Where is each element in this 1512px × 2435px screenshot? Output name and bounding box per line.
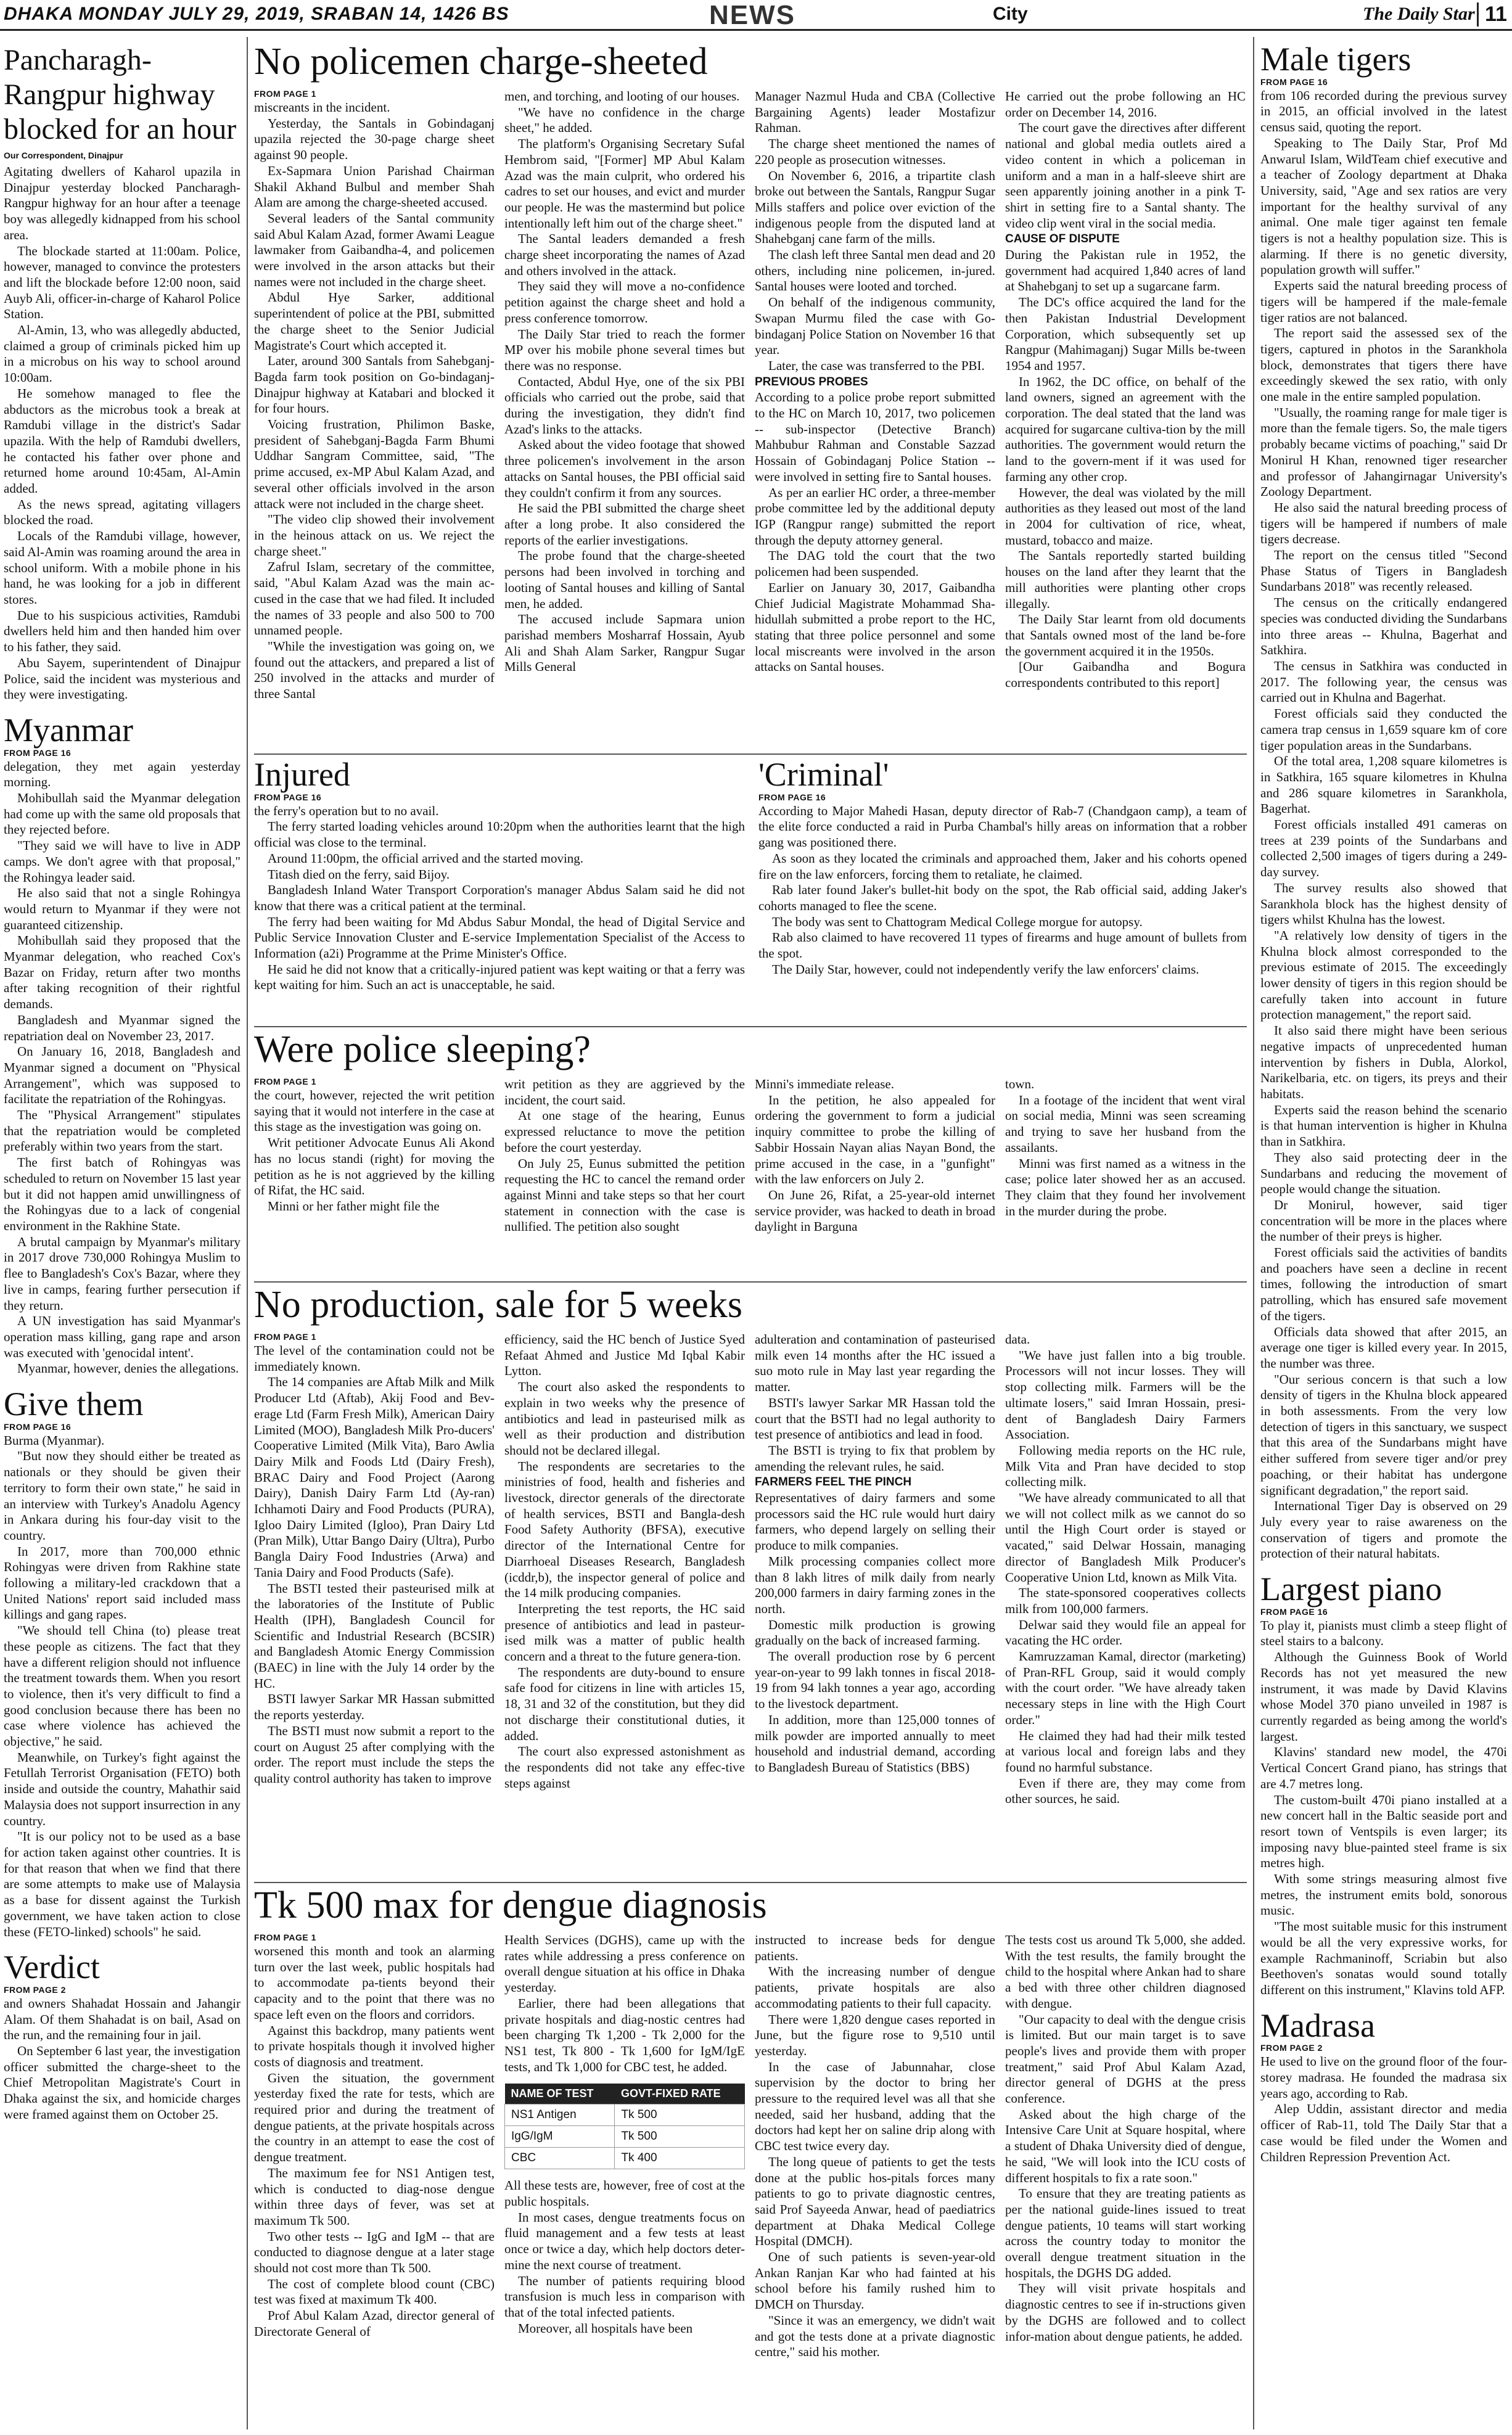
- paragraph: They said they will move a no-confidence petition against the charge sheet and hold a press conference tomorrow.: [504, 279, 745, 326]
- from-page-label: FROM PAGE 16: [1260, 1606, 1328, 1617]
- paragraph: Minni or her father might file the: [268, 1198, 440, 1213]
- subhead-cause-of-dispute: CAUSE OF DISPUTE: [1005, 232, 1120, 246]
- charge-col-3b-text: [755, 390, 995, 675]
- paragraph: The cost of complete blood count (CBC) test was fixed at maximum Tk 400.: [254, 2276, 495, 2307]
- paragraph: The first batch of Rohingyas was scheduled to return on November 15 last year but it did not happen amid unwillingness of the Rohingyas due to a lack of congenial environment in the Rakhine State.: [4, 1155, 240, 1233]
- sleeping-col-3-text: [755, 1077, 995, 1235]
- paragraph: International Tiger Day is observed on 29 July every year to raise awareness on the conservation of tigers and promote the protection of their natural habitats.: [1260, 1498, 1507, 1561]
- paragraph: "We have already communicated to all that we will not collect milk as we cannot do so until the High Court order is stayed or vacated," said Delwar Hossain, managing director of Bangladesh Milk Producer's Cooperative Union Ltd, known as Milk Vita.: [1005, 1490, 1246, 1585]
- paragraph: The court also asked the respondents to explain in two weeks why the presence of antibiotics and lead in pasteurised milk as well as their production and distribution should not be declared illegal.: [504, 1379, 745, 1458]
- noprod-col-2-text: [504, 1332, 745, 1791]
- dengue-rate-table: [504, 2084, 745, 2169]
- article-charge-sheet: [254, 42, 1247, 765]
- paragraph: efficiency, said the HC bench of Justice Syed Refaat Ahmed and Justice Md Iqbal Kabir Lytton.: [504, 1332, 745, 1379]
- horizontal-rule: [254, 1281, 1247, 1283]
- paragraph: The survey results also showed that Sarankhola block has the highest density of tigers whilst Khulna has the lowest.: [1260, 880, 1507, 927]
- noprod-col-4: [1005, 1332, 1246, 1877]
- paragraph: A brutal campaign by Myanmar's military in 2017 drove 730,000 Rohingya Muslim to flee to Bangladesh's Cox's Bazar, where they live in camps, fearing further persecution if they return.: [4, 1234, 240, 1313]
- paragraph: According to a police probe report submitted to the HC on March 10, 2017, two policemen -- sub-inspector (Detective Branch) Mahbubur Rahman and Constable Sazzad Hossain of Gobindaganj Police Station -- were involved in setting fire to Santal houses.: [755, 390, 995, 484]
- from-page-label: FROM PAGE 1: [254, 1332, 316, 1342]
- paragraph: Minni was first named as a witness in the case; police later showed her as an accused. They claim that they found her involvement in the murder during the probe.: [1005, 1156, 1246, 1218]
- paragraph: As the news spread, agitating villagers blocked the road.: [4, 496, 240, 528]
- paragraph: the ferry's operation but to no avail.: [254, 803, 439, 818]
- paragraph: Bangladesh and Myanmar signed the repatriation deal on November 23, 2017.: [4, 1012, 240, 1043]
- paragraph: The respondents are secretaries to the ministries of food, health and fisheries and livestock, director generals of the directorate of health services, BSTI and Bangla-desh Food Safety Authority (BFSA), executive director of the International Centre for Diarrhoeal Diseases Research, Bangladesh (icddr,b), the inspector general of police and the 14 milk producing companies.: [504, 1458, 745, 1601]
- paragraph: There were 1,820 dengue cases reported in June, but the figure rose to 9,510 until yesterday.: [755, 2011, 995, 2058]
- sleeping-col-1: [254, 1077, 495, 1276]
- paragraph: "They said we will have to live in ADP camps. We don't agree with that proposal," the Rohingya leader said.: [4, 838, 240, 885]
- paragraph: They will visit private hospitals and diagnostic centres to see if in-structions given by the DGHS are followed and to collect infor-mation about dengue patients, he added.: [1005, 2281, 1246, 2344]
- page-number: 11: [1477, 2, 1507, 27]
- paragraph: "The video clip showed their involvement in the heinous attack on us. We reject the charge sheet.": [254, 512, 495, 559]
- paragraph: He said he did not know that a critically-injured patient was kept waiting or that a ferry was kept waiting for him. Such an act is unacceptable, he said.: [254, 961, 745, 993]
- paragraph: Experts said the reason behind the scenario is that human intervention is higher in Khulna than in Satkhira.: [1260, 1102, 1507, 1149]
- dengue-col-1: [254, 1932, 495, 2433]
- paragraph: Ex-Sapmara Union Parishad Chairman Shakil Akhand Bulbul and member Shah Alam are among the charge-sheeted accused.: [254, 163, 495, 210]
- column-rule-left: [247, 37, 248, 2429]
- paragraph: writ petition as they are aggrieved by the incident, the court said.: [504, 1077, 745, 1107]
- paragraph: As soon as they located the criminals and approached them, Jaker and his cohorts opened fire on the law enforcers, forcing them to retaliate, he claimed.: [758, 850, 1247, 882]
- from-page-label: FROM PAGE 1: [254, 1932, 316, 1942]
- paragraph: The 14 companies are Aftab Milk and Milk Producer Ltd (Aftab), Akij Food and Bev-erage Ltd (Farm Fresh Milk), American Dairy Limited (MOO), Bangladesh Milk Pro-ducers' Cooperative Limited (Milk Vita), Baro Awlia Dairy Milk and Foods Ltd (Dairy Fresh), BRAC Dairy and Food Project (Aarong Dairy), Danish Dairy Farm Ltd (Ay-ran) Ichhamoti Dairy and Food Products (PURA), Igloo Dairy Limited (Igloo), Pran Dairy Ltd (Pran Milk), Uttar Bango Dairy (Ultra), Purbo Bangla Dairy Food Industries (Arwa) and Tania Dairy and Food Products (Safe).: [254, 1374, 495, 1580]
- subsection-label: City: [993, 4, 1028, 24]
- noprod-col-1: [254, 1332, 495, 1877]
- from-page-label: FROM PAGE 16: [758, 792, 826, 802]
- headline-madrasa: Madrasa: [1260, 2006, 1375, 2044]
- paragraph: The ferry had been waiting for Md Abdus Sabur Mondal, the head of Digital Service and Public Service Innovation Cluster and E-service Implementation Specialist of the Access to Information (a2i) Programme at the Prime Minister's Office.: [254, 914, 745, 961]
- horizontal-rule: [254, 1882, 1247, 1883]
- dengue-col-2: [504, 1932, 745, 2433]
- body-myanmar: [4, 759, 240, 1377]
- paragraph: In 2017, more than 700,000 ethnic Rohingyas were driven from Rakhine state following a military-led crackdown that a United Nations' report said included mass killings and gang rapes.: [4, 1543, 240, 1622]
- headline-verdict: Verdict: [4, 1948, 100, 1986]
- paragraph: A UN investigation has said Myanmar's operation mass killing, gang rape and arson was executed with 'genocidal intent'.: [4, 1313, 240, 1360]
- paragraph: It also said there might have been serious negative impacts of unprecedented human intervention by fishers in Dubla, Alorkol, Narikelbaria, etc. on tigers, its preys and their habitats.: [1260, 1023, 1507, 1101]
- paragraph: Bangladesh Inland Water Transport Corporation's manager Abdus Salam said he did not know that there was a critical patient at the terminal.: [254, 882, 745, 913]
- paragraph: On July 25, Eunus submitted the petition requesting the HC to cancel the remand order against Minni and take steps so that her court statement in connection with the case is nullified. The petition also sought: [504, 1156, 745, 1234]
- paragraph: He said the PBI submitted the charge sheet after a long probe. It also considered the reports of the earlier investigations.: [504, 501, 745, 548]
- dengue-col-3: [755, 1932, 995, 2433]
- noprod-col-1-text: [254, 1343, 495, 1787]
- paragraph: "Usually, the roaming range for male tiger is more than the female tigers. So, the male tigers probably became victims of poaching," said Dr Monirul H Khan, renowned tiger researcher and professor of Jahangirnagar University's Zoology Department.: [1260, 404, 1507, 499]
- paragraph: Contacted, Abdul Hye, one of the six PBI officials who carried out the probe, said that during the investigation, they didn't find Azad's links to the attacks.: [504, 374, 745, 437]
- charge-col-4: [1005, 89, 1246, 765]
- article-myanmar: [4, 713, 240, 1377]
- paragraph: To play it, pianists must climb a steep flight of steel stairs to a balcony.: [1260, 1617, 1507, 1649]
- paragraph: Forest officials installed 491 cameras on trees at 239 points of the Sundarbans and collected 2,500 images of tigers during a 249-day survey.: [1260, 817, 1507, 880]
- paragraph: worsened this month and took an alarming turn over the last week, public hospitals had to accommodate pa-tients beyond their capacity and to the point that there was no space left even on the floors and corridors.: [254, 1944, 495, 2022]
- paragraph: "We have no confidence in the charge sheet," he added.: [504, 104, 745, 136]
- paragraph: "A relatively low density of tigers in the Khulna block almost corresponded to the previous estimate of 2015. The exceedingly lower density of tigers in this region should be carefully taken into account in future protection management," the report said.: [1260, 927, 1507, 1022]
- table-row: [505, 2126, 745, 2148]
- from-page-label: FROM PAGE 16: [4, 747, 72, 758]
- paragraph: The BSTI is trying to fix that problem by amending the relevant rules, he said.: [755, 1442, 995, 1474]
- paragraph: Health Services (DGHS), came up with the rates while addressing a press conference on overall dengue situation at his office in Dhaka yesterday.: [504, 1932, 745, 1995]
- from-page-label: FROM PAGE 2: [4, 1984, 66, 1995]
- paragraph: "The most suitable music for this instrument would be all the very expressive works, for example Rachmaninoff, Scriabin but also Beethoven's sonatas would sound totally different on this instrument," Klavins told AFP.: [1260, 1919, 1507, 1997]
- horizontal-rule: [254, 753, 1247, 755]
- paragraph: Al-Amin, 13, who was allegedly abducted, claimed a group of criminals picked him up in a microbus on his way to school around 10:00am.: [4, 322, 240, 385]
- paragraph: However, the deal was violated by the mill authorities as they leased out most of the land in 2004 for cultivation of rice, wheat, mustard, tobacco and maize.: [1005, 485, 1246, 548]
- article-dengue: [254, 1886, 1247, 2433]
- column-rule-right: [1253, 37, 1254, 2429]
- paragraph: "Our capacity to deal with the dengue crisis is limited. But our main target is to save people's lives and provide them with proper treatment," said Prof Abul Kalam Azad, director general of DGHS at the press conference.: [1005, 2011, 1246, 2106]
- paragraph: The custom-built 470i piano installed at a new concert hall in the Baltic seaside port and resort town of Ventspils is even larger; its imposing navy blue-painted steel frame is six metres high.: [1260, 1792, 1507, 1871]
- paragraph: The probe found that the charge-sheeted persons had been involved in torching and looting of Santal houses and killing of Santal men, he added.: [504, 548, 745, 611]
- table-row: [505, 2148, 745, 2169]
- paragraph: Following media reports on the HC rule, Milk Vita and Pran have decided to stop collecting milk.: [1005, 1442, 1246, 1490]
- headline-criminal: 'Criminal': [758, 757, 889, 793]
- paragraph: He claimed they had had their milk tested at various local and foreign labs and they found no harmful substance.: [1005, 1728, 1246, 1775]
- paragraph: The census in Satkhira was conducted in 2017. The following year, the census was carried out in Khulna and Bagerhat.: [1260, 659, 1507, 705]
- subhead-farmers-pinch: FARMERS FEEL THE PINCH: [755, 1476, 912, 1489]
- paragraph: The "Physical Arrangement" stipulates that the repatriation would be completed preferably within two years from the start.: [4, 1107, 240, 1154]
- paragraph: Prof Abul Kalam Azad, director general of Directorate General of: [254, 2308, 495, 2339]
- noprod-col-3: [755, 1332, 995, 1877]
- article-male-tigers: [1260, 42, 1507, 1562]
- paragraph: Mohibullah said the Myanmar delegation had come up with the same old proposals that they rejected before.: [4, 790, 240, 837]
- charge-col-1-text: [254, 100, 495, 702]
- paragraph: To ensure that they are treating patients as per the national guide-lines issued to treat dengue patients, 10 teams will start working across the country today to monitor the overall dengue treatment situation in the hospitals, the DGHS DG added.: [1005, 2186, 1246, 2280]
- paragraph: Titash died on the ferry, said Bijoy.: [268, 866, 450, 882]
- sleeping-col-1-text: [254, 1088, 495, 1215]
- right-column: [1260, 42, 1507, 2433]
- paragraph: The BSTI tested their pasteurised milk at the laboratories of the Institute of Public Health (IPH), Bangladesh Council for Scientific and Industrial Research (BCSIR) and Bangladesh Atomic Energy Commission (BAEC) in line with the July 14 order by the HC.: [254, 1580, 495, 1691]
- section-label: NEWS: [709, 0, 795, 30]
- paragraph: Yesterday, the Santals in Gobindaganj upazila rejected the 30-page charge sheet against 90 people.: [254, 115, 495, 163]
- from-page-label: FROM PAGE 16: [1260, 76, 1328, 87]
- noprod-col-4-text: [1005, 1332, 1246, 1807]
- paragraph: Against this backdrop, many patients went to private hospitals though it involved higher costs of diagnosis and treatment.: [254, 2022, 495, 2069]
- paragraph: Kamruzzaman Kamal, director (marketing) of Pran-RFL Group, said it would comply with the court order. "We have already taken necessary steps in line with the High Court order.": [1005, 1649, 1246, 1727]
- paragraph: As per an earlier HC order, a three-member probe committee led by the additional deputy IGP (Rangpur range) submitted the report through the deputy attorney general.: [755, 485, 995, 548]
- paragraph: They also said protecting deer in the Sundarbans and reducing the movement of people would change the situation.: [1260, 1149, 1507, 1197]
- paragraph: He carried out the probe following an HC order on December 14, 2016.: [1005, 89, 1246, 120]
- paragraph: The accused include Sapmara union parishad members Mosharraf Hossain, Ayub Ali and Shah Alam Sarker, Rangpur Sugar Mills General: [504, 612, 745, 675]
- headline-police-sleeping: Were police sleeping?: [254, 1030, 591, 1070]
- paragraph: men, and torching, and looting of our houses.: [504, 89, 740, 104]
- paragraph: Zafrul Islam, secretary of the committee, said, "Abul Kalam Azad was the main ac-cused in the case that we had filed. It included the names of 33 people and also 500 to 700 unnamed people.: [254, 559, 495, 638]
- paragraph: With some strings measuring almost five metres, the instrument emits bold, sonorous music.: [1260, 1871, 1507, 1918]
- paragraph: "Our serious concern is that such a low density of tigers in the Khulna block appeared in both assessments. From the very low detection of tigers in this sanctuary, we suspect that this area of the Sundarbans might have either suffered from severe tiger and/or prey poaching, or their habitat has undergone significant degradation," the report said.: [1260, 1371, 1507, 1498]
- paragraph: On September 6 last year, the investigation officer submitted the charge-sheet to the Chief Metropolitan Magistrate's Court in Dhaka against the six, and homicide charges were framed against them on October 25.: [4, 2043, 240, 2122]
- sleeping-col-2-text: [504, 1077, 745, 1235]
- headline-largest-piano: Largest piano: [1260, 1571, 1442, 1608]
- body-give-them: [4, 1433, 240, 1940]
- paragraph: Abu Sayem, superintendent of Dinajpur Police, said the incident was mysterious and they were investigating.: [4, 655, 240, 702]
- paragraph: "It is our policy not to be used as a base for action taken against other countries. It is for that reason that when we find that there are some attempts to make use of Malaysia as a base for dissent against the Turkish government, we have taken action to close these (FETO-linked) schools" he said.: [4, 1829, 240, 1939]
- byline-pancharagh: Our Correspondent, Dinajpur: [4, 150, 123, 160]
- charge-col-2-text: [504, 89, 745, 675]
- paragraph: The census on the critically endangered species was conducted dividing the Sundarbans into three areas -- Khulna, Bagerhat and Satkhira.: [1260, 595, 1507, 658]
- body-madrasa: [1260, 2054, 1507, 2165]
- sleeping-col-4-text: [1005, 1077, 1246, 1219]
- dengue-col-3-text: [755, 1932, 995, 2360]
- paragraph: The charge sheet mentioned the names of 220 people as prosecution witnesses.: [755, 136, 995, 167]
- article-madrasa: [1260, 2008, 1507, 2166]
- paragraph: Mohibullah said they proposed that the Myanmar delegation, who reached Cox's Bazar on Friday, return after two months after taking recognition of their rightful demands.: [4, 933, 240, 1012]
- paragraph: Agitating dwellers of Kaharol upazila in Dinajpur yesterday blocked Pancharagh-Rangpur highway for an hour after a teenage boy was allegedly kidnapped from his school area.: [4, 164, 240, 242]
- paragraph: The maximum fee for NS1 Antigen test, which is conducted to diag-nose dengue within three days of fever, was set at maximum Tk 500.: [254, 2165, 495, 2228]
- from-page-label: FROM PAGE 1: [254, 1077, 316, 1086]
- article-verdict: [4, 1950, 240, 2122]
- paragraph: The Daily Star, however, could not independently verify the law enforcers' claims.: [772, 961, 1199, 977]
- from-page-label: FROM PAGE 2: [1260, 2043, 1323, 2053]
- paragraph: Abdul Hye Sarker, additional superintendent of police at the PBI, submitted the charge sheet to the Senior Judicial Magistrate's Court which accepted it.: [254, 290, 495, 353]
- paragraph: Delwar said they would file an appeal for vacating the HC order.: [1005, 1617, 1246, 1648]
- headline-dengue: Tk 500 max for dengue diagnosis: [254, 1886, 767, 1926]
- paragraph: "But now they should either be treated as nationals or they should be given their territory to form their own state," he said in an interview with Turkey's Anadolu Agency in Ankara during his four-day visit to the country.: [4, 1448, 240, 1543]
- paragraph: Rab later found Jaker's bullet-hit body on the spot, the Rab official said, adding Jaker's cohorts managed to flee the scene.: [758, 882, 1247, 913]
- paragraph: In most cases, dengue treatments focus on fluid management and a few tests at least once or twice a day, which help doctors deter-mine the next course of treatment.: [504, 2209, 745, 2272]
- paragraph: Moreover, all hospitals have been: [518, 2320, 693, 2336]
- paragraph: from 106 recorded during the previous survey in 2015, an official involved in the latest census said, quoting the report.: [1260, 88, 1507, 135]
- noprod-col-3-text: [755, 1332, 995, 1474]
- paragraph: On November 6, 2016, a tripartite clash broke out between the Santals, Rangpur Sugar Mills staffers and police over eviction of the indigenous people from the disputed land at Shahebganj cane farm of the mills.: [755, 168, 995, 247]
- headline-pancharagh: Pancharagh-Rangpur highway blocked for an hour: [4, 44, 237, 146]
- paragraph: Even if there are, they may come from other sources, he said.: [1005, 1775, 1246, 1807]
- paragraph: Milk processing companies collect more than 8 lakh litres of milk daily from nearly 200,000 farmers in dairy farming zones in the north.: [755, 1553, 995, 1616]
- paragraph: Experts said the natural breeding process of tigers will be hampered if the male-female tiger ratios are not balanced.: [1260, 278, 1507, 325]
- paragraph: Several leaders of the Santal community said Abul Kalam Azad, former Awami League lawmaker from Gaibandha-4, and policemen were involved in the arson attacks but their names were not included in the charge sheet.: [254, 210, 495, 289]
- paragraph: The report said the assessed sex of the tigers, captured in photos in the Sarankhola block, demonstrates that tigers there have exceedingly skewed the sex ratio, with only one male in the entire sampled population.: [1260, 326, 1507, 404]
- paragraph: and owners Shahadat Hossain and Jahangir Alam. Of them Shahadat is on bail, Asad on the run, and the remaining four in jail.: [4, 1995, 240, 2043]
- paragraph: Writ petitioner Advocate Eunus Ali Akond has no locus standi (right) for moving the petition as he is not aggrieved by the killing of Rifat, the HC said.: [254, 1135, 495, 1198]
- charge-col-1: [254, 89, 495, 765]
- paragraph: The DC's office acquired the land for the then Pakistan Industrial Development Corporation, which subsequently set up Rangpur (Mahimaganj) Sugar Mills be-tween 1954 and 1957.: [1005, 295, 1246, 373]
- page-header: [0, 0, 1512, 31]
- paragraph: He used to live on the ground floor of the four-storey madrasa. He founded the madrasa six years ago, according to Rab.: [1260, 2054, 1507, 2101]
- headline-male-tigers: Male tigers: [1260, 42, 1411, 78]
- body-verdict: [4, 1996, 240, 2123]
- paragraph: Interpreting the test reports, the HC said presence of antibiotics and lead in pasteur-ised milk was a matter of public health concern and a threat to the future genera-tion.: [504, 1601, 745, 1664]
- paragraph: Around 11:00pm, the official arrived and the started moving.: [268, 850, 584, 866]
- paragraph: Representatives of dairy farmers and some processors said the HC rule would hurt dairy farmers, who depend largely on selling their produce to milk companies.: [755, 1490, 995, 1553]
- masthead-logo: The Daily Star: [1363, 4, 1475, 24]
- article-police-sleeping: [254, 1030, 1247, 1276]
- table-header-row: [505, 2084, 745, 2104]
- paragraph: the court, however, rejected the writ petition saying that it would not interfere in the case at this stage as the investigation was going on.: [254, 1088, 495, 1135]
- from-page-label: FROM PAGE 1: [254, 89, 316, 99]
- paragraph: He also said the natural breeding process of tigers will be hampered if numbers of male tigers decrease.: [1260, 499, 1507, 547]
- paragraph: The court also expressed astonishment as the respondents did not take any effec-tive steps against: [504, 1744, 745, 1791]
- charge-col-2: [504, 89, 745, 765]
- paragraph: Alep Uddin, assistant director and media officer of Rab-11, told The Daily Star that a case would be filed under the Women and Children Repression Prevention Act.: [1260, 2101, 1507, 2164]
- paragraph: Rab also claimed to have recovered 11 types of firearms and huge amount of bullets from the spot.: [758, 930, 1247, 961]
- table-cell: IgG/IgM: [505, 2126, 615, 2148]
- left-column: [4, 43, 240, 2433]
- table-row: [505, 2104, 745, 2126]
- paragraph: "We should tell China (to) please treat these people as citizens. The fact that they have a different religion should not influence the treatment towards them. When you resort to violence, then it's very difficult to find a good conclusion because there has been no case where violence has achieved the objective," he said.: [4, 1623, 240, 1749]
- article-no-production: [254, 1285, 1247, 1877]
- charge-col-4-text: [1005, 89, 1246, 231]
- paragraph: Asked about the video footage that showed three policemen's involvement in the arson attacks on Santal houses, the PBI official said they couldn't confirm it from any sources.: [504, 437, 745, 500]
- paragraph: In 1962, the DC office, on behalf of the land owners, signed an agreement with the corporation. The deal stated that the land was acquired for sugarcane cultiva-tion by the mill authorities. The government would return the land to the govern-ment if it was used for farming any other crop.: [1005, 374, 1246, 484]
- paragraph: instructed to increase beds for dengue patients.: [755, 1932, 995, 1963]
- paragraph: The ferry started loading vehicles around 10:20pm when the authorities learnt that the high official was close to the terminal.: [254, 819, 745, 850]
- body-male-tigers: [1260, 88, 1507, 1562]
- paragraph: The Daily Star tried to reach the former MP over his mobile phone several times but there was no response.: [504, 326, 745, 373]
- paragraph: "While the investigation was going on, we found out the attackers, and prepared a list of 250 involved in the attacks and murder of three Santal: [254, 638, 495, 702]
- dengue-col-1-text: [254, 1944, 495, 2340]
- paragraph: According to Major Mahedi Hasan, deputy director of Rab-7 (Chandgaon camp), a team of the elite force conducted a raid in Purba Chambal's hilly areas on information that a robber gang was positioned there.: [758, 803, 1247, 850]
- contributor-note: [Our Gaibandha and Bogura correspondents contributed to this report]: [1005, 659, 1246, 691]
- headline-injured: Injured: [254, 757, 350, 793]
- paragraph: The clash left three Santal men dead and 20 others, including nine policemen, in-jured. Santal houses were looted and torched.: [755, 247, 995, 294]
- headline-give-them: Give them: [4, 1386, 144, 1423]
- article-largest-piano: [1260, 1572, 1507, 1998]
- dengue-col-4: [1005, 1932, 1246, 2433]
- paragraph: The blockade started at 11:00am. Police, however, managed to convince the protesters and lift the blockade before 12:00 noon, said Auyb Ali, officer-in-charge of Kaharol Police Station.: [4, 243, 240, 322]
- noprod-col-2: [504, 1332, 745, 1877]
- paragraph: Speaking to The Daily Star, Prof Md Anwarul Islam, WildTeam chief executive and a teacher of Zoology department at Dhaka University, said, "Age and sex ratios are very important for the healthy survival of any animal. One male tiger against ten female tigers is not a healthy population size. This is alarming. If there is no genetic diversity, population growth will suffer.": [1260, 135, 1507, 277]
- paragraph: On behalf of the indigenous community, Swapan Murmu filed the case with Go-bindaganj Police Station on November 16 that year.: [755, 295, 995, 358]
- paragraph: Klavins' standard new model, the 470i Vertical Concert Grand piano, has strings that are 4.7 metres long.: [1260, 1744, 1507, 1791]
- paragraph: Locals of the Ramdubi village, however, said Al-Amin was roaming around the area in school uniform. With a mobile phone in his hand, he was looking for a job in different stores.: [4, 528, 240, 607]
- paragraph: Burma (Myanmar).: [4, 1432, 105, 1448]
- table-header: NAME OF TEST: [505, 2084, 615, 2104]
- paragraph: Later, around 300 Santals from Sahebganj-Bagda farm took position on Go-bindaganj-Dinajpur highway at Katabari and blocked it for four hours.: [254, 353, 495, 416]
- paragraph: Voicing frustration, Philimon Baske, president of Sahebganj-Bagda Farm Bhumi Uddhar Sangram Committee, said, "The prime accused, ex-MP Abul Kalam Azad, and several other officials involved in the arson attack were not included in the charge sheet.: [254, 417, 495, 511]
- table-cell: Tk 500: [615, 2126, 745, 2148]
- paragraph: Of the total area, 1,208 square kilometres is in Satkhira, 165 square kilometres in Khulna and 286 square kilometres in Sarankhola, Bagerhat.: [1260, 753, 1507, 816]
- paragraph: BSTI lawyer Sarkar MR Hassan submitted the reports yesterday.: [254, 1691, 495, 1723]
- paragraph: The court gave the directives after different national and global media outlets aired a video content in which a policeman in uniform and a man in a half-sleeve shirt are seen apparently joining another in a pink T-shirt in setting fire to a Santal shanty. The video clip went viral in the social media.: [1005, 120, 1246, 231]
- from-page-label: FROM PAGE 16: [254, 792, 322, 802]
- noprod-col-3b-text: [755, 1490, 995, 1776]
- body-criminal: [758, 803, 1247, 978]
- paragraph: BSTI's lawyer Sarkar MR Hassan told the court that the BSTI had no legal authority to test presence of antibiotics and lead in food.: [755, 1395, 995, 1442]
- body-pancharagh: [4, 164, 240, 703]
- table-cell: NS1 Antigen: [505, 2104, 615, 2126]
- sleeping-col-2: [504, 1077, 745, 1276]
- paragraph: The respondents are duty-bound to ensure safe food for citizens in line with articles 15, 18, 31 and 32 of the constitution, but they did not discharge their constitutional duties, it added.: [504, 1664, 745, 1743]
- paragraph: In the petition, he also appealed for ordering the government to form a judicial inquiry committee to probe the killing of Sabbir Hossain Nayan alias Nayan Bond, the prime accused in the case, in a "gunfight" with the law enforcers on July 2.: [755, 1092, 995, 1187]
- paragraph: The report on the census titled "Second Phase Status of Tigers in Bangladesh Sundarbans 2018" was recently released.: [1260, 548, 1507, 594]
- paragraph: On January 16, 2018, Bangladesh and Myanmar signed a document on "Physical Arrangement", which was supposed to facilitate the repatriation of the Rohingyas.: [4, 1044, 240, 1107]
- paragraph: town.: [1005, 1077, 1035, 1091]
- headline-myanmar: Myanmar: [4, 711, 133, 749]
- paragraph: The level of the contamination could not be immediately known.: [254, 1343, 495, 1374]
- paragraph: "Since it was an emergency, we didn't wait and got the tests done at a private diagnostic centre," said his mother.: [755, 2312, 995, 2360]
- paragraph: The tests cost us around Tk 5,000, she added. With the test results, the family brought the child to the hospital where Ankan had to share a bed with three other children diagnosed with dengue.: [1005, 1932, 1246, 2011]
- table-cell: Tk 500: [615, 2104, 745, 2126]
- paragraph: During the Pakistan rule in 1952, the government had acquired 1,840 acres of land at Shahebganj to set up a sugarcane farm.: [1005, 247, 1246, 294]
- dengue-col-4-text: [1005, 1932, 1246, 2344]
- subhead-previous-probes: PREVIOUS PROBES: [755, 375, 868, 388]
- paragraph: The BSTI must now submit a report to the court on August 25 after complying with the order. The report must include the steps the quality control authority has taken to improve: [254, 1723, 495, 1786]
- paragraph: Forest officials said the activities of bandits and poachers have seen a decline in recent times, following the introduction of smart patrolling, which has ensured safe movement of the tigers.: [1260, 1245, 1507, 1323]
- paragraph: adulteration and contamination of pasteurised milk even 14 months after the HC issued a suo moto rule in May last year regarding the matter.: [755, 1332, 995, 1395]
- charge-col-4b-text: [1005, 247, 1246, 659]
- paragraph: delegation, they met again yesterday morning.: [4, 758, 240, 790]
- paragraph: Asked about the high charge of the Intensive Care Unit at Square hospital, where a student of Dhaka University died of dengue, he said, "We will look into the ICU costs of different hospitals to fix a rate soon.": [1005, 2106, 1246, 2185]
- dengue-col-2-text: [504, 1932, 745, 2075]
- paragraph: With the increasing number of dengue patients, private hospitals are also accommodating patients to their full capacity.: [755, 1964, 995, 2011]
- paragraph: Minni's immediate release.: [755, 1077, 894, 1091]
- paragraph: The DAG told the court that the two policemen had been suspended.: [755, 548, 995, 580]
- headline-no-production: No production, sale for 5 weeks: [254, 1285, 743, 1326]
- paragraph: The body was sent to Chattogram Medical College morgue for autopsy.: [772, 914, 1143, 929]
- table-header: GOVT-FIXED RATE: [615, 2084, 745, 2104]
- paragraph: Earlier on January 30, 2017, Gaibandha Chief Judicial Magistrate Mohammad Sha-hidullah submitted a probe report to the HC, stating that three police personnel and some local miscreants were involved in the arson attacks on Santal houses.: [755, 580, 995, 675]
- paragraph: Officials data showed that after 2015, an average one tiger is killed every year. In 2015, the number was three.: [1260, 1324, 1507, 1371]
- article-pancharagh: [4, 43, 240, 703]
- paragraph: In a footage of the incident that went viral on social media, Minni was seen screaming and trying to save her husband from the assailants.: [1005, 1092, 1246, 1155]
- body-injured: [254, 803, 745, 993]
- article-give-them: [4, 1387, 240, 1940]
- paragraph: On June 26, Rifat, a 25-year-old internet service provider, was hacked to death in broad daylight in Barguna: [755, 1187, 995, 1234]
- paragraph: He also said that not a single Rohingya would return to Myanmar if they were not guaranteed citizenship.: [4, 885, 240, 932]
- paragraph: Earlier, there had been allegations that private hospitals and diag-nostic centres had been charging Tk 1,200 - Tk 2,000 for the NS1 test, Tk 800 - Tk 1,600 for IgM/IgE tests, and Tk 1,000 for CBC test, he added.: [504, 1995, 745, 2074]
- sleeping-col-3: [755, 1077, 995, 1276]
- paragraph: The number of patients requiring blood transfusion is much less in comparison with that of the total infected patients.: [504, 2273, 745, 2320]
- paragraph: Domestic milk production is growing gradually on the back of increased farming.: [755, 1617, 995, 1648]
- horizontal-rule: [254, 1026, 1247, 1027]
- body-largest-piano: [1260, 1618, 1507, 1998]
- headline-charge-sheet: No policemen charge-sheeted: [254, 42, 708, 83]
- paragraph: Given the situation, the government yesterday fixed the rate for tests, which are required prior and during the treatment of dengue patients, at the private hospitals across the country in an attempt to ease the cost of dengue treatment.: [254, 2070, 495, 2165]
- dateline: DHAKA MONDAY JULY 29, 2019, SRABAN 14, 1426 BS: [4, 4, 509, 24]
- charge-col-3-text: [755, 89, 995, 374]
- paragraph: The Santal leaders demanded a fresh charge sheet incorporating the names of Azad and others involved in the attack.: [504, 231, 745, 278]
- paragraph: All these tests are, however, free of cost at the public hospitals.: [504, 2178, 745, 2209]
- paragraph: Manager Nazmul Huda and CBA (Collective Bargaining Agents) leader Mostafizur Rahman.: [755, 89, 995, 136]
- article-injured: [254, 757, 745, 1035]
- paragraph: Two other tests -- IgG and IgM -- that are conducted to diagnose dengue at a later stage should not cost more than Tk 500.: [254, 2228, 495, 2276]
- paragraph: Forest officials said they conducted the camera trap census in 1,659 square km of core tiger population areas in the Sundarbans.: [1260, 706, 1507, 753]
- paragraph: data.: [1005, 1332, 1030, 1347]
- sleeping-col-4: [1005, 1077, 1246, 1276]
- paragraph: miscreants in the incident.: [254, 100, 390, 115]
- paragraph: Dr Monirul, however, said tiger concentration will be more in the places where the number of their preys is higher.: [1260, 1197, 1507, 1244]
- paragraph: Myanmar, however, denies the allegations.: [17, 1361, 239, 1376]
- paragraph: The Santals reportedly started building houses on the land after they learnt that the mill authorities were planting other crops illegally.: [1005, 548, 1246, 611]
- table-cell: Tk 400: [615, 2148, 745, 2169]
- paragraph: Later, the case was transferred to the PBI.: [768, 358, 985, 373]
- paragraph: The overall production rose by 6 percent year-on-year to 99 lakh tonnes in fiscal 2018-19 from 94 lakh tonnes a year ago, according to the livestock department.: [755, 1649, 995, 1712]
- paragraph: At one stage of the hearing, Eunus expressed reluctance to move the petition before the court yesterday.: [504, 1108, 745, 1155]
- paragraph: In the case of Jabunnahar, close supervision by the doctor to bring her pressure to the required level was all that she needed, said her husband, adding that the doctors had kept her on saline drip along with CBC test twice every day.: [755, 2059, 995, 2154]
- paragraph: "We have just fallen into a big trouble. Processors will not incur losses. They will stop collecting milk. Farmers will be the ultimate losers," said Imran Hossain, presi-dent of Bangladesh Dairy Farmers Association.: [1005, 1347, 1246, 1442]
- paragraph: Although the Guinness Book of World Records has not yet measured the new instrument, it was made by David Klavins whose Model 370 piano unveiled in 1987 is currently regarded as being among the world's largest.: [1260, 1649, 1507, 1744]
- paragraph: The platform's Organising Secretary Sufal Hembrom said, "[Former] MP Abul Kalam Azad was the main culprit, who ordered his cadres to set our houses, and evict and murder our people. He was the mastermind but police intentionally left him out of the charge sheet.": [504, 136, 745, 231]
- paragraph: He somehow managed to flee the abductors as the microbus took a break at Ramdubi village in the district's Sadar upazila. With the help of Ramdubi dwellers, he contacted his father over phone and returned home around 10:45am, Al-Amin added.: [4, 385, 240, 496]
- paragraph: The long queue of patients to get the tests done at the public hos-pitals forces many patients to go to private diagnostic centres, said Prof Sayeeda Anwar, head of paediatrics department at Dhaka Medical College Hospital (DMCH).: [755, 2154, 995, 2249]
- dengue-col-2b-text: [504, 2178, 745, 2336]
- paragraph: Due to his suspicious activities, Ramdubi dwellers held him and then handed him over to his father, they said.: [4, 607, 240, 655]
- table-cell: CBC: [505, 2148, 615, 2169]
- paragraph: The state-sponsored cooperatives collects milk from 100,000 farmers.: [1005, 1585, 1246, 1616]
- paragraph: Meanwhile, on Turkey's fight against the Fetullah Terrorist Organisation (FETO) both inside and outside the country, Mahathir said Malaysia does not support insurrection in any country.: [4, 1749, 240, 1828]
- paragraph: One of such patients is seven-year-old Ankan Ranjan Kar who had fainted at his school before his family rushed him to DMCH on Thursday.: [755, 2249, 995, 2312]
- article-criminal: [758, 757, 1247, 1035]
- paragraph: The Daily Star learnt from old documents that Santals owned most of the land be-fore the government acquired it in the 1950s.: [1005, 612, 1246, 659]
- from-page-label: FROM PAGE 16: [4, 1421, 72, 1432]
- paragraph: In addition, more than 125,000 tonnes of milk powder are imported annually to meet household and industrial demand, according to Bangladesh Bureau of Statistics (BBS): [755, 1712, 995, 1775]
- charge-col-3: [755, 89, 995, 765]
